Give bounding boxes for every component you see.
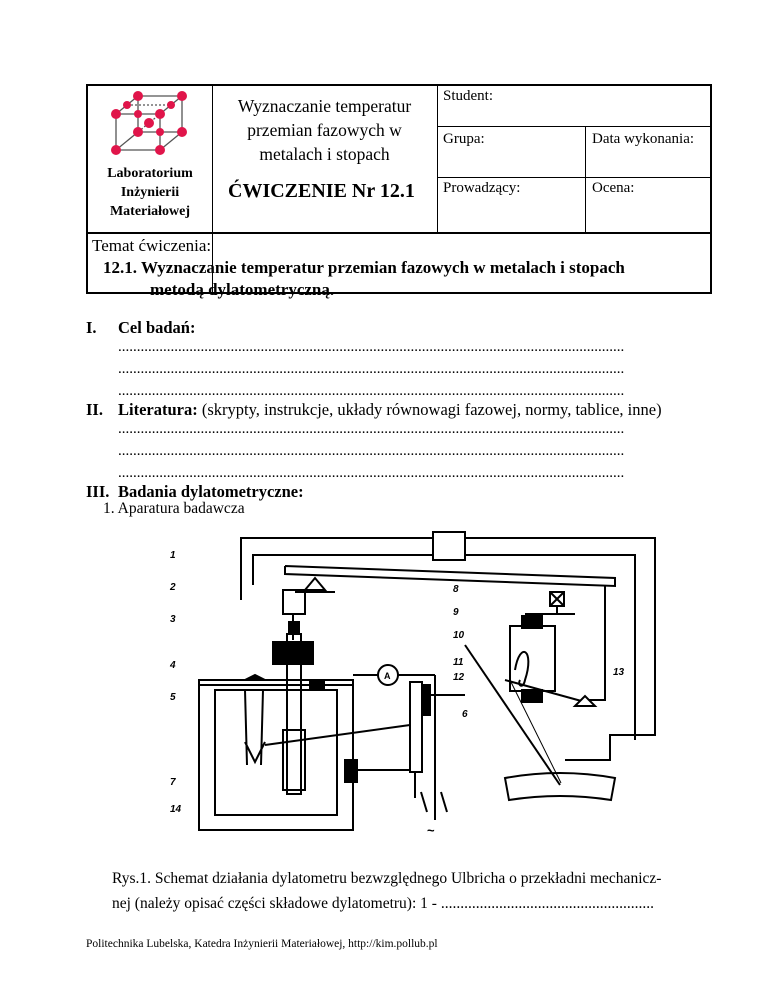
fill-line: ....................................................................................................................................... [118, 383, 625, 399]
lab-name-line: Materiałowej [109, 204, 191, 219]
section-2 [86, 400, 103, 420]
divider [585, 126, 586, 232]
fill-line: ....................................................................................................................................... [118, 339, 625, 355]
lab-name [88, 164, 212, 221]
part-label: 12 [453, 672, 465, 683]
lab-name-line: Laboratorium [107, 166, 193, 181]
ammeter-label: A [384, 671, 391, 681]
mains-symbol: ~ [427, 823, 435, 838]
topic-line-1: 12.1. Wyznaczanie temperatur przemian fazowych w metalach i stopach [103, 258, 625, 277]
divider [88, 232, 710, 234]
section-1 [86, 318, 97, 338]
section-title: Badania dylatometryczne: [118, 482, 304, 501]
exercise-title [212, 94, 437, 166]
title-line: Wyznaczanie temperatur [237, 96, 412, 116]
grade-label: Ocena: [592, 180, 635, 196]
part-label: 8 [453, 584, 459, 595]
divider [437, 126, 710, 127]
instructor-label: Prowadzący: [443, 180, 521, 196]
fill-line: ....................................................................................................................................... [118, 361, 625, 377]
part-label: 9 [453, 607, 459, 618]
lab-name-line: Inżynierii [120, 185, 180, 200]
section-1-title-wrap [118, 318, 195, 338]
part-label: 11 [453, 657, 464, 668]
part-label: 10 [453, 630, 465, 641]
part-label: 4 [170, 660, 176, 671]
title-line: metalach i stopach [259, 144, 390, 164]
section-number: I. [86, 318, 97, 337]
part-label: 3 [170, 614, 176, 625]
page-footer: Politechnika Lubelska, Katedra Inżynierii Materiałowej, http://kim.pollub.pl [86, 938, 438, 950]
section-3-title-wrap [118, 482, 304, 502]
section-number: II. [86, 400, 103, 419]
group-label: Grupa: [443, 131, 485, 147]
part-label: 6 [462, 709, 468, 720]
part-label: 1 [170, 550, 176, 561]
exercise-number: ĆWICZENIE Nr 12.1 [228, 180, 415, 202]
part-label: 2 [170, 582, 176, 593]
section-number: III. [86, 482, 110, 501]
part-label: 13 [613, 667, 625, 678]
topic-line-2: metodą dylatometryczną. [150, 280, 335, 299]
caption-line: Rys.1. Schemat działania dylatometru bezwzględnego Ulbricha o przekładni mechanicz- [112, 870, 662, 887]
section-note: (skrypty, instrukcje, układy równowagi fazowej, normy, tablice, inne) [197, 400, 662, 419]
part-label: 14 [170, 804, 182, 815]
section-title: Cel badań: [118, 318, 196, 337]
section-2-title-wrap [118, 400, 662, 420]
figure-caption [112, 866, 661, 916]
crystal-lattice-logo [102, 88, 202, 160]
caption-line: nej (należy opisać części składowe dylatometru): 1 - ....................................................... [112, 895, 654, 912]
dilatometer-diagram [165, 530, 675, 840]
section-title: Literatura: [118, 400, 198, 419]
section-3 [86, 482, 109, 502]
fill-line: ....................................................................................................................................... [118, 443, 625, 459]
part-label: 7 [170, 777, 176, 788]
date-label: Data wykonania: [592, 131, 695, 147]
header-table [86, 84, 712, 299]
part-label: 5 [170, 692, 176, 703]
student-label: Student: [443, 88, 494, 104]
title-line: przemian fazowych w [247, 120, 402, 140]
divider [437, 86, 438, 232]
fill-line: ....................................................................................................................................... [118, 421, 625, 437]
fill-line: ....................................................................................................................................... [118, 465, 625, 481]
topic-label: Temat ćwiczenia: [92, 236, 212, 255]
apparatus-item: 1. Aparatura badawcza [103, 500, 245, 517]
divider [437, 177, 710, 178]
